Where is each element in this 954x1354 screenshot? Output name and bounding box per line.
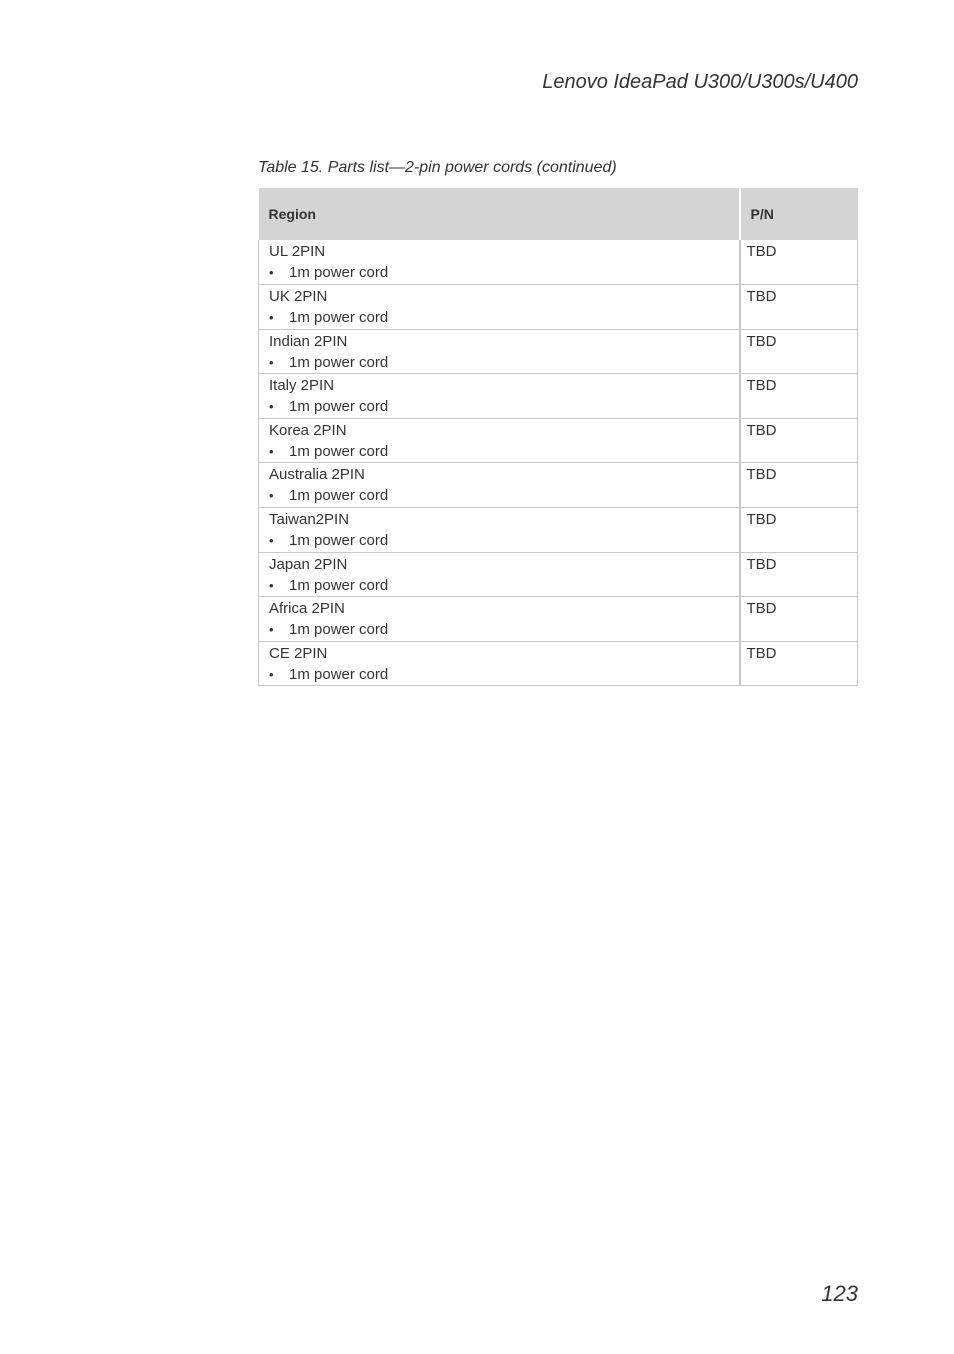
region-cell	[259, 508, 740, 553]
table-row	[259, 463, 858, 508]
part-number-cell: TBD	[740, 285, 858, 330]
table-row	[259, 240, 858, 285]
bullet-icon: •	[269, 399, 274, 415]
region-name: Indian 2PIN	[269, 332, 348, 350]
table-row	[259, 374, 858, 419]
detail-line	[269, 441, 739, 462]
part-number-cell: TBD	[740, 597, 858, 642]
table-header-row	[259, 188, 858, 240]
region-name: Australia 2PIN	[269, 466, 365, 484]
detail-line	[269, 530, 739, 551]
bullet-icon: •	[269, 488, 274, 504]
region-name: UK 2PIN	[269, 288, 328, 306]
bullet-icon: •	[269, 310, 274, 326]
region-cell	[259, 552, 740, 597]
detail-line	[269, 396, 739, 417]
table-row	[259, 508, 858, 553]
region-name: Japan 2PIN	[269, 555, 348, 573]
part-number-cell: TBD	[740, 552, 858, 597]
detail-text: 1m power cord	[289, 487, 389, 505]
bullet-icon: •	[269, 533, 274, 549]
detail-text: 1m power cord	[289, 442, 389, 460]
column-header-pn: P/N	[740, 188, 858, 240]
part-number-cell: TBD	[740, 641, 858, 686]
region-name: Africa 2PIN	[269, 600, 345, 618]
table-row	[259, 329, 858, 374]
region-cell	[259, 240, 740, 285]
detail-text: 1m power cord	[289, 621, 389, 639]
region-cell	[259, 374, 740, 419]
detail-text: 1m power cord	[289, 264, 389, 281]
part-number-cell: TBD	[740, 418, 858, 463]
region-name: Korea 2PIN	[269, 421, 347, 439]
region-name: Taiwan2PIN	[269, 511, 350, 529]
bullet-icon: •	[269, 443, 274, 459]
detail-line	[269, 664, 739, 685]
detail-line	[269, 352, 739, 373]
table-row	[259, 418, 858, 463]
parts-table	[258, 188, 858, 686]
part-number-cell: TBD	[740, 508, 858, 553]
running-header: Lenovo IdeaPad U300/U300s/U400	[542, 71, 858, 93]
table-row	[259, 597, 858, 642]
bullet-icon: •	[269, 622, 274, 638]
region-name: CE 2PIN	[269, 644, 328, 662]
bullet-icon: •	[269, 265, 274, 280]
bullet-icon: •	[269, 577, 274, 593]
region-name: Italy 2PIN	[269, 377, 335, 395]
detail-text: 1m power cord	[289, 532, 389, 550]
detail-line	[269, 575, 739, 596]
detail-line	[269, 485, 739, 506]
detail-line	[269, 619, 739, 640]
table-row	[259, 552, 858, 597]
region-cell	[259, 285, 740, 330]
part-number-cell: TBD	[740, 329, 858, 374]
detail-text: 1m power cord	[289, 665, 389, 683]
detail-text: 1m power cord	[289, 398, 389, 416]
detail-text: 1m power cord	[289, 353, 389, 371]
region-cell	[259, 329, 740, 374]
region-name: UL 2PIN	[269, 243, 326, 260]
region-cell	[259, 597, 740, 642]
detail-text: 1m power cord	[289, 576, 389, 594]
table-row	[259, 641, 858, 686]
page-number: 123	[821, 1281, 858, 1306]
table-row	[259, 285, 858, 330]
part-number-cell: TBD	[740, 463, 858, 508]
table-body	[259, 240, 858, 686]
region-cell	[259, 641, 740, 686]
column-header-region: Region	[259, 188, 740, 240]
detail-line	[269, 262, 739, 283]
part-number-cell: TBD	[740, 240, 858, 285]
table-caption: Table 15. Parts list—2-pin power cords (continued)	[258, 159, 617, 176]
detail-text: 1m power cord	[289, 309, 389, 327]
detail-line	[269, 307, 739, 328]
bullet-icon: •	[269, 354, 274, 370]
region-cell	[259, 463, 740, 508]
region-cell	[259, 418, 740, 463]
part-number-cell: TBD	[740, 374, 858, 419]
bullet-icon: •	[269, 666, 274, 682]
